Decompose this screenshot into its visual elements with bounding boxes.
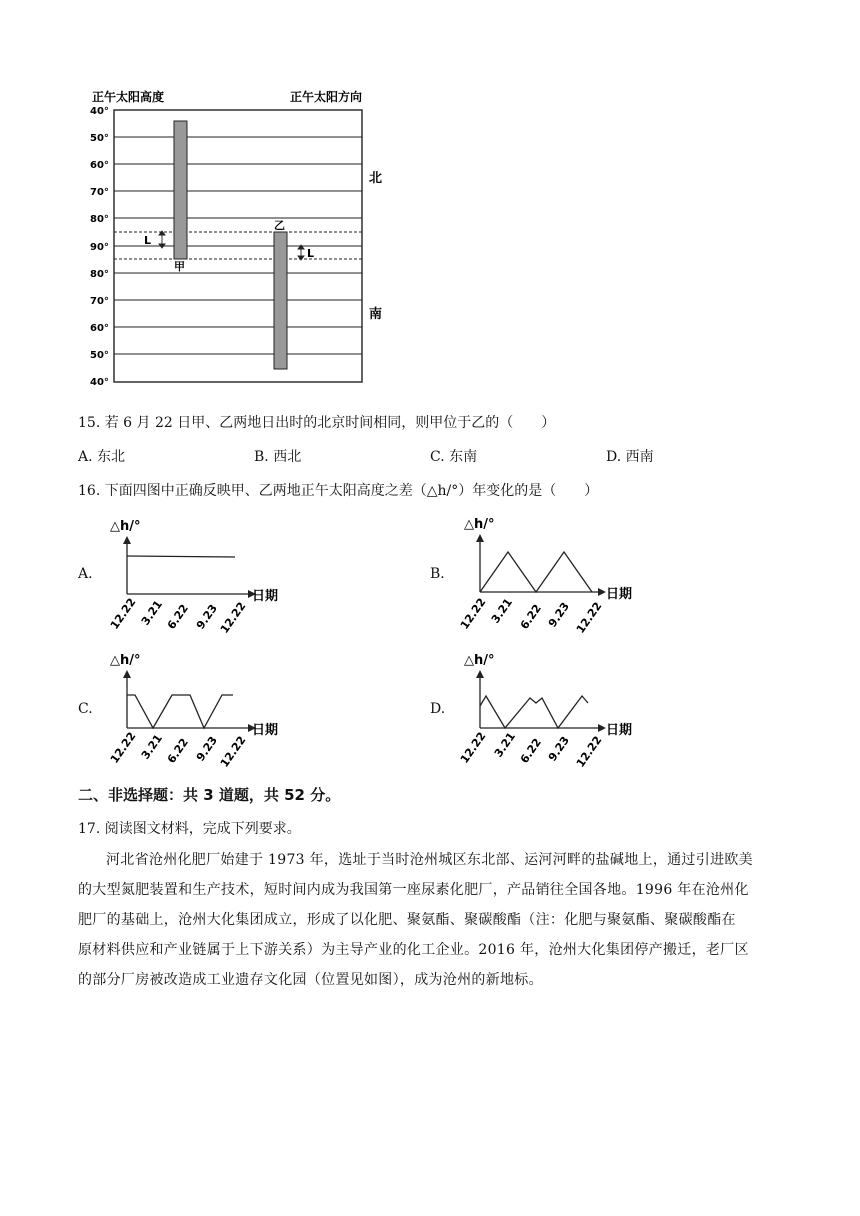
L-label-left: L <box>144 234 152 247</box>
x-tick-label: 12.22 <box>107 729 139 766</box>
tick-label: 50° <box>90 350 109 361</box>
option-letter: B. <box>254 449 269 465</box>
bar-yi <box>274 232 287 369</box>
bar-yi-label: 乙 <box>274 219 285 232</box>
grid-lines <box>114 137 362 354</box>
tick-label: 60° <box>90 323 109 334</box>
q15-option-a[interactable] <box>78 446 125 466</box>
curve-triangle <box>480 552 592 592</box>
paragraph-line: 的部分厂房被改造成工业遗存文化园（位置见如图），成为沧州的新地标。 <box>78 972 543 988</box>
option-letter: C. <box>430 449 445 465</box>
q16-stem: 16. 下面四图中正确反映甲、乙两地正午太阳高度之差（△h/°）年变化的是（ ） <box>78 483 599 499</box>
figure-right-header: 正午太阳方向 <box>290 90 363 104</box>
paragraph-line: 原材料供应和产业链属于上下游关系）为主导产业的化工企业。2016 年，沧州大化集团停产搬迁，老厂区 <box>78 942 749 958</box>
q15-option-d[interactable] <box>606 446 654 466</box>
tick-label: 80° <box>90 214 109 225</box>
x-tick-label: 12.22 <box>107 595 139 632</box>
x-tick-label: 6.22 <box>517 602 545 632</box>
tick-label: 90° <box>90 242 109 253</box>
paragraph-line: 的大型氮肥装置和生产技术，短时间内成为我国第一座尿素化肥厂，产品销往全国各地。1996 年在沧州化 <box>78 882 749 898</box>
q16-chart-d <box>450 648 640 770</box>
x-tick-label: 12.22 <box>573 599 605 636</box>
tick-label: 60° <box>90 160 109 171</box>
x-tick-label: 3.21 <box>138 598 166 628</box>
curve-double-peak <box>480 696 588 728</box>
bar-jia <box>174 121 187 259</box>
q16-option-c-letter[interactable]: C. <box>78 701 93 717</box>
x-tick-label: 6.22 <box>164 602 192 632</box>
y-axis-label: △h/° <box>464 517 495 532</box>
north-label: 北 <box>369 171 383 186</box>
bar-jia-label: 甲 <box>174 260 185 273</box>
y-axis-label: △h/° <box>464 653 495 668</box>
curve-trapezoid <box>127 695 233 728</box>
x-axis-label: 日期 <box>606 723 633 738</box>
x-tick-label: 12.22 <box>217 599 249 636</box>
x-tick-label: 6.22 <box>164 736 192 766</box>
tick-label: 50° <box>90 133 109 144</box>
x-tick-label: 12.22 <box>457 729 489 766</box>
y-axis-label: △h/° <box>110 653 141 668</box>
q16-option-b-letter[interactable]: B. <box>430 566 445 582</box>
q15-option-b[interactable] <box>254 446 301 466</box>
q16-chart-a <box>100 514 290 636</box>
x-axis-label: 日期 <box>252 589 279 604</box>
tick-label: 40° <box>90 106 109 117</box>
x-tick-label: 6.22 <box>517 736 545 766</box>
arrow-L-left <box>159 231 165 248</box>
x-tick-label: 3.21 <box>491 730 519 760</box>
option-text: 西北 <box>273 449 302 465</box>
q15-option-c[interactable] <box>430 446 477 466</box>
tick-label: 80° <box>90 269 109 280</box>
y-axis-label: △h/° <box>110 519 141 534</box>
paragraph-line: 肥厂的基础上，沧州大化集团成立，形成了以化肥、聚氨酯、聚碳酸酯（注：化肥与聚氨酯、聚碳酸酯在 <box>78 912 736 928</box>
x-tick-label: 12.22 <box>217 733 249 770</box>
x-tick-label: 9.23 <box>545 734 573 764</box>
x-tick-label: 12.22 <box>457 595 489 632</box>
tick-label: 70° <box>90 296 109 307</box>
q15-stem: 15. 若 6 月 22 日甲、乙两地日出时的北京时间相同，则甲位于乙的（ ） <box>78 415 556 431</box>
q17-paragraph <box>78 845 778 995</box>
sun-altitude-figure <box>70 86 400 396</box>
q16-chart-c <box>100 648 290 770</box>
option-text: 东北 <box>97 449 126 465</box>
option-text: 西南 <box>625 449 654 465</box>
arrow-L-right <box>298 245 304 260</box>
option-text: 东南 <box>449 449 478 465</box>
figure-left-header: 正午太阳高度 <box>92 90 165 104</box>
x-axis-label: 日期 <box>606 587 633 602</box>
q16-chart-b <box>450 514 640 636</box>
option-letter: A. <box>78 449 93 465</box>
q16-option-a-letter[interactable]: A. <box>78 566 93 582</box>
x-tick-label: 9.23 <box>193 602 221 632</box>
q16-option-d-letter[interactable]: D. <box>430 701 446 717</box>
tick-label: 40° <box>90 377 109 388</box>
x-tick-label: 3.21 <box>488 596 516 626</box>
x-tick-label: 12.22 <box>573 733 605 770</box>
L-label-right: L <box>307 247 315 260</box>
south-label: 南 <box>369 307 383 322</box>
x-tick-label: 3.21 <box>138 732 166 762</box>
x-axis-label: 日期 <box>252 723 279 738</box>
x-tick-label: 9.23 <box>193 734 221 764</box>
tick-label: 70° <box>90 187 109 198</box>
q17-stem: 17. 阅读图文材料，完成下列要求。 <box>78 821 301 837</box>
curve-flat <box>127 556 235 557</box>
x-tick-label: 9.23 <box>545 600 573 630</box>
paragraph-line: 河北省沧州化肥厂始建于 1973 年，选址于当时沧州城区东北部、运河河畔的盐碱地上，通过引进欧美 <box>106 852 753 868</box>
option-letter: D. <box>606 449 622 465</box>
section-title: 二、非选择题：共 3 道题，共 52 分。 <box>78 786 341 804</box>
